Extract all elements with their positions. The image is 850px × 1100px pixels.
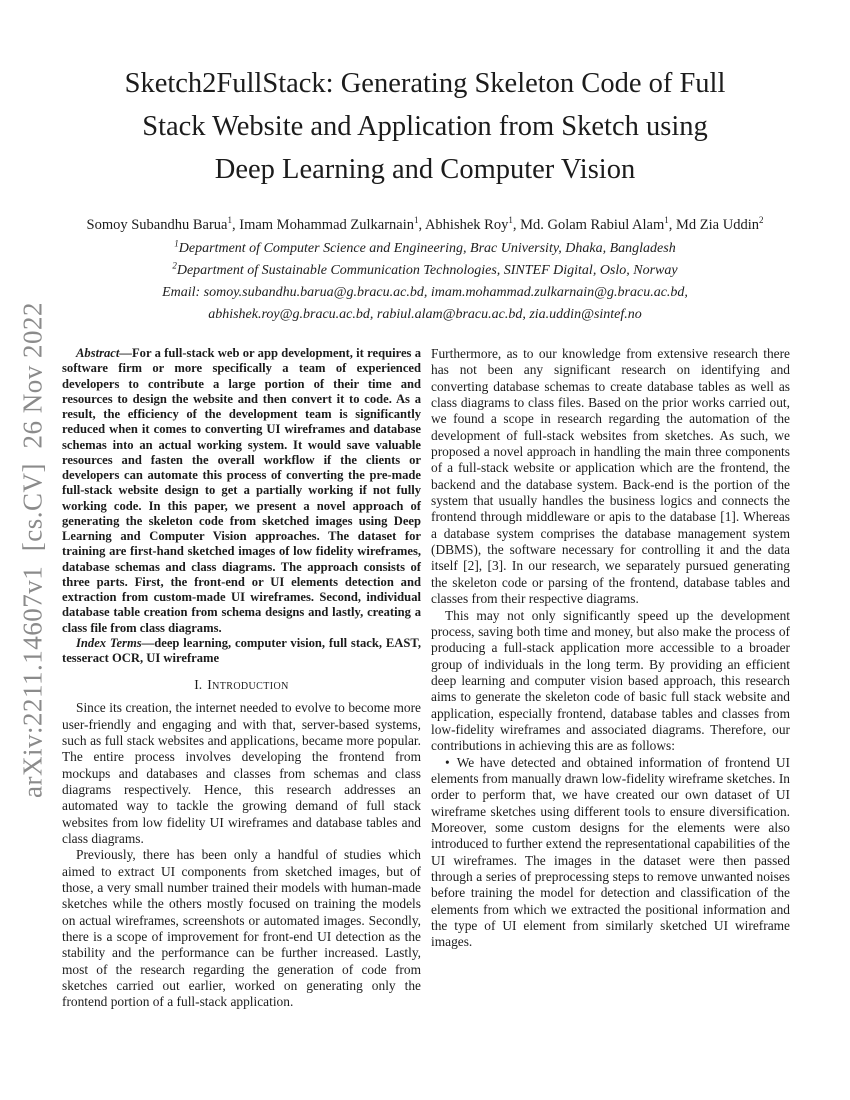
author-name: Md. Golam Rabiul Alam xyxy=(520,217,665,233)
affiliation-text: Department of Computer Science and Engineering, Brac University, Dhaka, Bangladesh xyxy=(178,241,676,256)
title-line-3: Deep Learning and Computer Vision xyxy=(214,154,636,185)
intro-paragraph-2: Previously, there has been only a handful of studies which aimed to extract UI components from sketched images, but of those, a very small number trained their models with human-made sketches while the others mostly focused on training the models on actual wireframes, screenshots or automated images. Secondly, there is a scope of improvement for front-end UI detection as the stability and the performance can be further increased. Lastly, most of the research regarding the generation of code from sketches carried out earlier, worked on generating only the frontend portion of a full-stack application. xyxy=(62,847,421,1010)
title-line-1: Sketch2FullStack: Generating Skeleton Code of Full xyxy=(124,68,726,99)
author-affil-mark: 2 xyxy=(758,215,764,226)
affiliation-1 xyxy=(55,238,795,260)
affiliation-mark: 2 xyxy=(172,260,177,271)
author-separator: , xyxy=(668,217,677,233)
right-column xyxy=(431,346,790,951)
author-separator: , xyxy=(418,217,425,233)
intro-paragraph-1: Since its creation, the internet needed to evolve to become more user-friendly and engaging and with that, server-based systems, such as full stack websites and applications, became more popular. The entire process involves developing the frontend from mockups and databases and classes from schemas and class diagrams respectively. Hence, this research addresses an automated way to tackle the growing demand of full stack websites from low fidelity UI wireframes and database tables and class diagrams. xyxy=(62,700,421,846)
author-affil-mark: 1 xyxy=(664,215,669,226)
index-terms-label: Index Terms— xyxy=(76,635,155,650)
author-affil-mark: 1 xyxy=(227,215,232,226)
contribution-bullet-item xyxy=(431,755,790,951)
paper-header xyxy=(55,62,795,326)
abstract-text: For a full-stack web or app development, it requires a software firm or more specifically a team of experienced developers to contribute a large portion of their time and resources to design the website and then convert it to code. As a result, the efficiency of the development team is significantly reduced when it comes to converting UI wireframes and database schemas into an actual working system. It would save valuable resources and fasten the overall workflow if the clients or developers can automate this process of converting the pre-made full-stack website design to get a partially working if not fully working code. In this paper, we present a novel approach of generating the skeleton code from sketched images using Deep Learning and Computer Vision approaches. The dataset for training are first-hand sketched images of low fidelity wireframes, database schemas and class diagrams. The approach consists of three parts. First, the front-end or UI elements detection and extraction from custom-made UI wireframes. Second, individual database table creation from schema designs and lastly, creating a class file from class diagrams. xyxy=(62,346,421,635)
affiliations-block xyxy=(55,238,795,326)
author-separator: , xyxy=(231,217,240,233)
email-line-2: abhishek.roy@g.bracu.ac.bd, rabiul.alam@bracu.ac.bd, zia.uddin@sintef.no xyxy=(208,307,642,322)
contribution-text: We have detected and obtained information of frontend UI elements from manually drawn low-fidelity wireframe sketches. In order to perform that, we have created our own dataset of UI wireframe sketches using different tools to ensure diversification. Moreover, some custom designs for the elements were also introduced to further extend the representational capabilities of the UI wireframes. The images in the dataset were then passed through a series of preprocessing steps to remove unwanted noises before training the model for detection and classification of the elements from which we extracted the positional information and the type of UI element from similarly sketched UI wireframe images. xyxy=(431,754,790,950)
intro-paragraph-3: Furthermore, as to our knowledge from extensive research there has not been any significant research on identifying and converting database schemas to create database tables as well as class diagrams to class files. Based on the prior works carried out, we found a scope in research regarding the automation of the development of full-stack websites from sketches. As such, we proposed a novel approach in handling the main three components of a full-stack website or application which are the frontend, the backend and the database system. Back-end is the portion of the system that usually handles the business logics and connects the frontend through middleware or apis to the database [1]. Whereas a database system comprises the database management system (DBMS), the software necessary for controlling it and the data itself [2], [3]. In our research, we separately pursued generating the skeleton code or parsing of the frontend, database tables and classes from their respective diagrams. xyxy=(431,346,790,607)
section-heading-introduction xyxy=(62,677,421,693)
title-line-2: Stack Website and Application from Sketch using xyxy=(142,111,708,142)
affiliation-mark: 1 xyxy=(174,238,179,249)
index-terms-text: deep learning, computer vision, full stack, EAST, tesseract OCR, UI wireframe xyxy=(62,635,421,665)
author-name: Somoy Subandhu Barua xyxy=(86,217,228,233)
intro-paragraph-4: This may not only significantly speed up the development process, saving both time and money, but also make the process of producing a full-stack application more accessible to a broader group of individuals in the long term. By providing an efficient deep learning and computer vision based approach, this research aims to generate the skeleton code of basic full stack website and application, especially frontend, database tables and classes from low-fidelity wireframes and associated diagrams. Therefore, our contributions in achieving this are as follows: xyxy=(431,607,790,754)
bullet-icon: • xyxy=(445,754,450,770)
paper-title xyxy=(55,62,795,191)
section-number: I. xyxy=(194,677,203,693)
author-name: Imam Mohammad Zulkarnain xyxy=(239,217,414,233)
left-column xyxy=(62,346,421,1011)
author-separator: , xyxy=(512,217,521,233)
section-title: Introduction xyxy=(207,677,289,693)
author-line xyxy=(55,214,795,236)
arxiv-watermark: arXiv:2211.14607v1 [cs.CV] 26 Nov 2022 xyxy=(17,302,48,798)
abstract-paragraph xyxy=(62,346,421,636)
affiliation-text: Department of Sustainable Communication Technologies, SINTEF Digital, Oslo, Norway xyxy=(176,263,678,278)
author-name: Abhishek Roy xyxy=(424,217,509,233)
author-affil-mark: 1 xyxy=(414,215,419,226)
author-affil-mark: 1 xyxy=(508,215,513,226)
email-line-1: Email: somoy.subandhu.barua@g.bracu.ac.bd, imam.mohammad.zulkarnain@g.bracu.ac.bd, xyxy=(162,285,688,300)
author-name: Md Zia Uddin xyxy=(676,217,759,233)
abstract-label: Abstract— xyxy=(76,346,132,360)
index-terms-paragraph xyxy=(62,636,421,667)
affiliation-2 xyxy=(55,260,795,282)
